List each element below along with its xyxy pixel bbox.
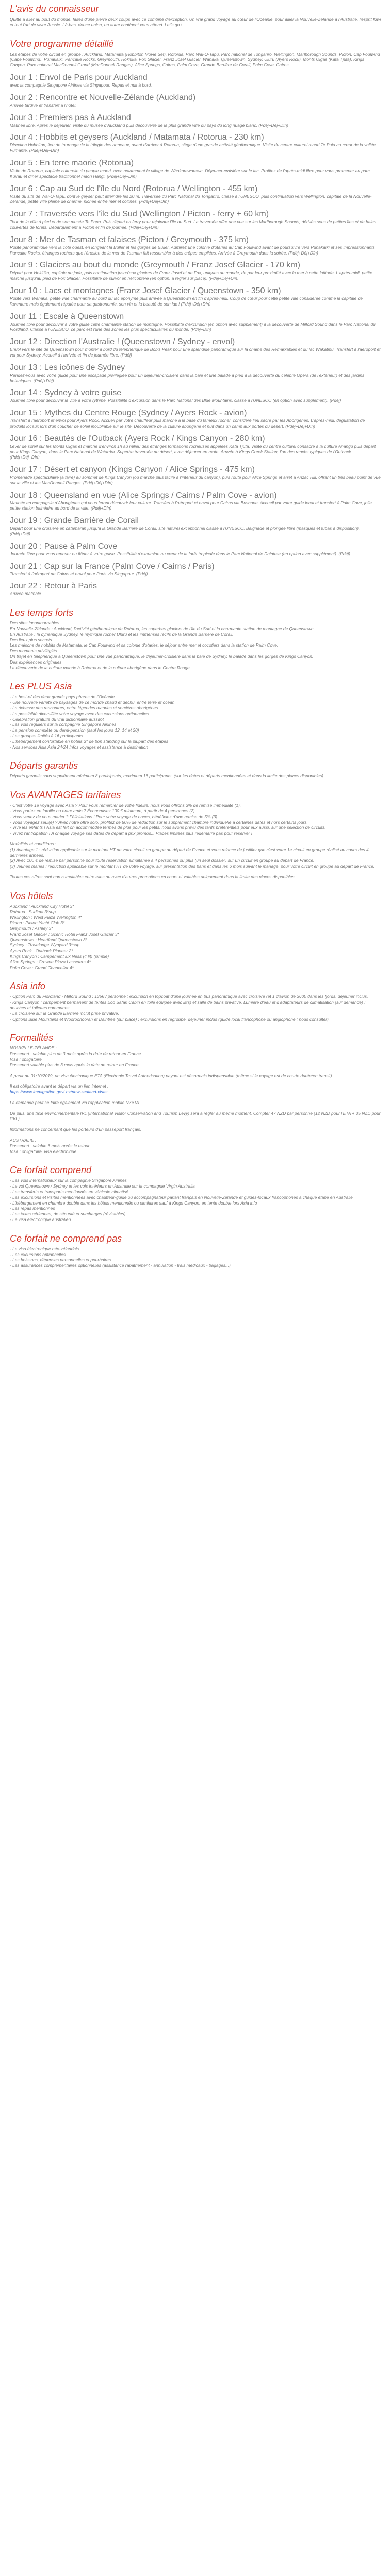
intro-paragraph: Quitte à aller au bout du monde, faites d'une pierre deux coups avec ce combiné d'exception. Un vrai grand voyage au cœur de l'Océanie, pour allier la Nouvelle-Zélande à l'Australie, l'esprit Kiwi et tout l'art de vivre Aussie. Là-bas, douce union, un autre continent vous attend. Let's go ! (10, 16, 381, 27)
forfait-comprend-item: - Les vols internationaux sur la compagnie Singapore Airlines (10, 1178, 127, 1183)
nz-app: La demande peut se faire également via l'application mobile NZeTA. (10, 1099, 140, 1105)
day-description: Matinée libre. Après le déjeuner, visite du musée d'Auckland puis découverte de la plus grande ville du pays du long nuage blanc. (Pdéj+Déj+Dîn) (10, 122, 288, 128)
avantage-line: - Vous partez en famille ou entre amis ? Économisez 100 € minimum, à partir de 4 personnes (2). (10, 808, 196, 814)
modalites-text: (1) Avantage 1 : réduction applicable sur le montant HT de votre circuit en groupe au départ de France et vous relance de justifier que c'est votre 1e circuit en groupe réalisé au cours des 4 dernières années. (2) Avec 100 € de remise par personne pour toute réservation simultanée à 4 personnes ou plus (un seul dossier) sur un circuit en groupe au départ de France. (3) Jeunes mariés : réduction applicable sur le montant HT de votre voyage, sur présentation des bans et dans les 6 mois suivant le mariage, pour votre circuit en groupe au départ de France. (10, 846, 375, 869)
plus-asia-item: - Les vols réguliers sur la compagnie Singapore Airlines (10, 722, 117, 727)
day-title: Jour 22 : Retour à Paris (10, 582, 97, 591)
hotel-item: Picton : Picton Yacht Club 3* (10, 920, 65, 926)
nz-eta: A partir du 01/10/2019, un visa électronique ETA (Electronic Travel Authorisation) payant est désormais indispensable (même si le voyage est de courte durée/en transit). (10, 1073, 333, 1078)
day-title: Jour 20 : Pause à Palm Cove (10, 541, 118, 551)
day-block (10, 562, 381, 577)
forfait-comprend-item: - Le vol Queenstown / Sydney et les vols intérieurs en Australie sur la compagnie Virgin Australia (10, 1183, 195, 1189)
departs-text: Départs garantis sans supplément minimum 8 participants, maximum 16 participants. (sur les dates et départs mentionnées et dans la limite des places disponibles) (10, 773, 323, 779)
day-description: Route panoramique vers la côte ouest, en longeant la Buller et les gorges de Buller. Admirez une colonie d'otaries au Cap Foulwind avant de poursuivre vers Punakaiki et ses impressionnants Pancake Rocks, étranges rochers que l'érosion de la mer de Tasman fait ressembler à des crêpes empilées. Arrivée à Greymouth dans la soirée. (Pdéj+Déj+Dîn) (10, 244, 375, 256)
day-title: Jour 12 : Direction l'Australie ! (Queenstown / Sydney - envol) (10, 337, 235, 347)
day-description: Visite de Rotorua, capitale culturelle du peuple maori, avec notamment le village de Whakarewarewa. Déjeuner-croisière sur le lac. Profitez de l'après-midi libre pour vous promener au parc Kuirau et dîner spectacle traditionnel maori Hangi. (Pdéj+Déj+Dîn) (10, 167, 370, 179)
forfait-pas-item: - Les excursions optionnelles (10, 1251, 66, 1257)
temps-forts-line: Un trajet en téléphérique à Queenstown pour une vue panoramique, le déjeuner-croisière dans la baie de Sydney, le balade dans les gorges de Kings Canyon. (10, 654, 314, 659)
day-block (10, 133, 381, 154)
day-description: Rendez-vous avec votre guide pour une escapade privilégiée pour un déjeuner-croisière dans la baie et une balade à pied à la découverte du célèbre Opéra (de l'extérieur) et des jardins botaniques. (Pdéj+Déj) (10, 372, 365, 383)
au-title: AUSTRALIE : (10, 1138, 37, 1143)
forfait-pas-title: Ce forfait ne comprend pas (10, 1233, 122, 1244)
hotel-item: Auckland : Auckland City Hotel 3* (10, 903, 74, 909)
day-title: Jour 17 : Désert et canyon (Kings Canyon / Alice Springs - 475 km) (10, 465, 255, 474)
programme-title: Votre programme détaillé (10, 38, 114, 49)
day-description: avec la compagnie Singapore Airlines via Singapour. Repas et nuit à bord. (10, 82, 152, 88)
hotel-item: Kings Canyon : Campement lux Ness (4 lit) (simple) (10, 953, 109, 959)
nz-line: Visa : obligatoire. (10, 1056, 43, 1062)
modalites-title: Modalités et conditions : (10, 841, 56, 846)
hotel-item: Wellington : West Plaza Wellington 4* (10, 914, 82, 920)
hotel-item: Rotorua : Sudima 3*sup (10, 909, 56, 914)
day-title: Jour 5 : En terre maorie (Rotorua) (10, 158, 134, 167)
plus-asia-item: - Le best-of des deux grands pays phares de l'Océanie (10, 694, 115, 700)
plus-asia-item: - La pension complète ou demi-pension (sauf les jours 12, 14 et 20) (10, 727, 139, 733)
avantages-footer: Toutes ces offres sont non cumulables entre elles ou avec d'autres promotions en cours et valables uniquement dans la limite des places disponibles. (10, 874, 296, 879)
avantage-line: - Vivez l'anticipation ! A chaque voyage ses dates de départ à prix promos... Places limitées plus redémarré pas pour réserver ! (10, 831, 253, 836)
hotel-item: Queenstown : Heartland Queenstown 3* (10, 937, 87, 942)
day-block (10, 516, 381, 537)
plus-asia-item: - Les groupes limités à 16 participants (10, 733, 83, 739)
avantage-line: - C'est votre 1e voyage avec Asia ? Pour vous remercier de votre fidélité, nous vous offrons 3% de remise immédiate (1). (10, 803, 241, 808)
day-title: Jour 3 : Premiers pas à Auckland (10, 113, 131, 122)
day-description: Envol vers le site de Queenstown pour monter à bord du téléphérique de Bob's Peak pour une splendide panoramique sur la chaîne des Remarkables et du lac Wakatipu. Transfert à l'aéroport et vol pour Sydney. Accueil à l'arrivée et fin de journée libre. (Pdéj) (10, 347, 381, 358)
temps-forts-line: Les maisons de hobbits de Matamata, le Cap Foulwind et sa colonie d'otaries, le séjour entre mer et cocotiers dans la station de Palm Cove. (10, 642, 279, 648)
avantage-line: - Vous venez de vous marier ? Félicitations ! Pour votre voyage de noces, bénéficiez d'une remise de 5% (3). (10, 814, 219, 819)
temps-forts-list (10, 620, 381, 670)
forfait-pas-item: - Le visa électronique néo-zélandais (10, 1246, 79, 1251)
asia-info-line: - Option Parc du Fiordland - Milford Sound : 135€ / personne : excursion en topcoat d'une journée en bus panoramique avec croisière (et 1 d'avion de 3600 dans les fjords, déjeuner inclus. (10, 994, 368, 999)
day-block (10, 210, 381, 230)
day-block (10, 93, 381, 108)
day-block (10, 465, 381, 486)
avantage-line: - Vive les enfants ! Asia est fait on accommodée termés de plus pour les petits, nous avons prévu des tarifs préférentiels pour eux aussi, sur une sélection de circuits. (10, 825, 326, 831)
formalites-title: Formalités (10, 1032, 54, 1043)
asia-info-line: - La croisière sur la Grande Barrière inclut prise privative. (10, 1010, 119, 1016)
plus-asia-item: - L'hébergement confortable en hôtels 3* de bon standing sur la plupart des étapes (10, 738, 169, 744)
day-description: Visite du site de Wai-O-Tapu, dont le geyser peut atteindre les 20 m. Traversée du Parc National du Tongariro, classé à l'UNESCO, puis continuation vers Wellington, capitale de la Nouvelle-Zélande, petite ville pleine de charme, nichée entre mer et collines. (Pdéj+Déj+Dîn) (10, 193, 372, 205)
programme-intro: Les étapes de votre circuit en groupe : Auckland, Matamata (Hobbiton Movie Set), Rotorua, Parc Wai-O-Tapu, Parc national de Tongariro, Wellington, Marlborough Sounds, Picton, Cap Foulwind (Cape Foulwind), Punakaiki, Pancake Rocks, Greymouth, Hokitika, Fox Glacier, Franz Josef Glacier, Wanaka, Queenstown, Sydney, Uluru (Ayers Rock), Monts Olgas (Kata Tjuta), Kings Canyon, Parc national MacDonnell Grand (MacDonnell Ranges), Alice Springs, Cairns, Palm Cove, Grande Barrière de Corail, Palm Cove, Cairns (10, 51, 380, 68)
day-block (10, 337, 381, 358)
plus-asia-item: - La richesse des rencontres, entre légendes maories et sorcières aborigènes (10, 705, 158, 711)
day-title: Jour 9 : Glaciers au bout du monde (Greymouth / Franz Josef Glacier - 170 km) (10, 261, 300, 270)
departs-title: Départs garantis (10, 760, 78, 771)
forfait-comprend-title: Ce forfait comprend (10, 1165, 92, 1176)
day-title: Jour 8 : Mer de Tasman et falaises (Picton / Greymouth - 375 km) (10, 235, 249, 244)
day-description: Lever de soleil sur les Monts Olgas et marche d'environ 1h au milieu des étranges formations rocheuses appelées Kata Tjuta. Visite du centre culturel consacré à la culture Anangu puis départ pour Kings Canyon, dans le Parc National de Watarrka. Superbe traversée du désert, avec déjeuner en route. Arrivée à Kings Creek Station, l'un des ranchs typiques de l'Outback. (Pdéj+Déj+Dîn) (10, 443, 376, 460)
day-description: Transfert à l'aéroport et envol pour Ayers Rock. Accueil par votre chauffeur puis marche à la base du fameux rocher, considéré lieu sacré par les Aborigènes. L'après-midi, dégustation de produits locaux lors d'un coucher de soleil inoubliable sur le site. Découverte de la culture aborigène et nuit dans un camp aux portes du désert. (Pdéj+Déj+Dîn) (10, 418, 365, 429)
forfait-comprend-item: - Les taxes aériennes, de sécurité et surcharges (révisables) (10, 1211, 126, 1217)
day-description: Tour de la ville à pied et de son musée Te Papa. Puis départ en ferry pour rejoindre l'île du Sud. La traversée offre une vue sur les Marlborough Sounds, dérivés sous de petites îles et de baies couvertes de forêts. Débarquement à Picton et fin de journée. (Pdéj+Déj+Dîn) (10, 219, 377, 230)
day-description: Transfert à l'aéroport de Cairns et envol pour Paris via Singapour. (Pdéj) (10, 571, 148, 577)
temps-forts-title: Les temps forts (10, 607, 74, 618)
hotels-title: Vos hôtels (10, 890, 53, 901)
hotel-item: Ayers Rock : Outback Pioneer 2* (10, 948, 73, 954)
temps-forts-line: Des expériences originales (10, 659, 62, 665)
asia-info-line: - Kings Canyon : campement permanent de tentes Eco Safari Cabin en toile équipée avec lit(s) et salle de bains privative. Lumière d'eau et d'adaptateurs de climatisation (sur demande) ; douches et toilettes communes. (10, 999, 366, 1010)
day-block (10, 542, 381, 557)
day-block (10, 363, 381, 384)
day-description: Matinée en compagnie d'Aborigènes qui vous feront découvrir leur culture. Transfert à l'aéroport et envol pour Cairns via Brisbane. Accueil par votre guide local et transfert à Palm Cove, jolie petite station balnéaire au bord de la ville. (Pdéj+Dîn) (10, 500, 372, 511)
nz-eta2: Il est obligatoire avant le départ via un lien internet : (10, 1083, 109, 1089)
day-title: Jour 13 : Les icônes de Sydney (10, 363, 125, 372)
temps-forts-line: En Nouvelle-Zélande : Auckland, l'activité géothermique de Rotorua, les superbes glaciers de l'île du Sud et la charmante station de montagne de Queenstown. (10, 626, 315, 632)
forfait-pas-item: - Les boissons, dépenses personnelles et pourboires (10, 1257, 111, 1263)
plus-asia-item: - Une nouvelle variété de paysages de ce monde chaud et déchu, entre terre et océan (10, 700, 175, 705)
day-description: Arrivée matinale. (10, 591, 42, 597)
plus-asia-title: Les PLUS Asia (10, 681, 72, 692)
day-block (10, 261, 381, 281)
day-title: Jour 18 : Queensland en vue (Alice Springs / Cairns / Palm Cove - avion) (10, 490, 277, 500)
day-block (10, 184, 381, 205)
day-block (10, 312, 381, 333)
day-description: Arrivée tardive et transfert à l'hôtel. (10, 102, 77, 108)
asia-info-list (10, 994, 381, 1022)
forfait-comprend-list (10, 1178, 381, 1222)
hotel-item: Alice Springs : Crowne Plaza Lasseters 4* (10, 959, 91, 964)
day-description: Direction Hobbiton, lieu de tournage de la trilogie des anneaux, avant d'arriver à Rotorua, siège d'une grande activité géothermique. Visite du centre culturel maori Te Puia au cœur de la vallée Fumante. (Pdéj+Déj+Dîn) (10, 142, 376, 154)
forfait-comprend-item: - Les excursions et visites mentionnées avec chauffeur-guide ou accompagnateur parlant français en Nouvelle-Zélande et guides-locaux francophones à chaque étape en Australie (10, 1194, 353, 1200)
forfait-comprend-item: - Les transferts et transports mentionnés en véhicule climatisé (10, 1189, 128, 1195)
day-title: Jour 4 : Hobbits et geysers (Auckland / Matamata / Rotorua - 230 km) (10, 133, 264, 142)
temps-forts-line: La découverte de la culture maorie à Rotorua et de la culture aborigène dans le Centre Rouge. (10, 665, 191, 670)
day-description: Journée libre pour découvrir la ville à votre rythme. Possibilité d'excursion dans le Parc National des Blue Mountains, classé à l'UNESCO (en option avec supplément). (Pdéj) (10, 398, 341, 403)
nz-lines (10, 1051, 381, 1067)
hotel-item: Greymouth : Ashley 3* (10, 925, 53, 931)
au-lines (10, 1143, 381, 1155)
immigration-link[interactable]: https://www.immigration.govt.nz/new-zealand-visas (10, 1089, 108, 1095)
plus-asia-item: - Célébration gratuite du vrai dictionnaire aussitôt (10, 716, 104, 722)
page-content (10, 0, 381, 1268)
forfait-pas-item: - Les assurances complémentaires optionnelles (assistance rapatriement - annulation - frais médicaux - bagages...) (10, 1263, 231, 1268)
day-title: Jour 1 : Envol de Paris pour Auckland (10, 73, 148, 82)
day-block (10, 388, 381, 403)
day-description: Journée libre pour vous reposer ou flâner à votre guise. Possibilité d'excursion au cœur de la forêt tropicale dans le Parc National de Daintree (en option avec supplément). (Pdéj) (10, 551, 350, 556)
day-title: Jour 21 : Cap sur la France (Palm Cove / Cairns / Paris) (10, 562, 215, 571)
forfait-pas-list (10, 1246, 381, 1268)
hotel-item: Sydney : Travelodge Wynyard 3*sup (10, 942, 80, 948)
asia-info-title: Asia info (10, 981, 46, 992)
day-title: Jour 14 : Sydney à votre guise (10, 388, 122, 398)
hotel-item: Palm Cove : Grand Chancellor 4* (10, 964, 74, 970)
day-block (10, 113, 381, 128)
temps-forts-line: Des lieux plus secrets (10, 637, 52, 642)
nz-info: Informations ne concernant que les porteurs d'un passeport français. (10, 1127, 141, 1132)
day-description: Route vers Wanaka, petite ville charmante au bord du lac éponyme puis arrivée à Queenstown en fin d'après-midi. Coup de cœur pour cette petite ville considérée comme la capitale de l'aventure mais également réputée pour sa gastronomie, son vin et la beauté de son lac ! (Pdéj+Déj+Dîn) (10, 295, 363, 307)
day-title: Jour 11 : Escale à Queenstown (10, 312, 124, 321)
day-title: Jour 16 : Beautés de l'Outback (Ayers Rock / Kings Canyon - 280 km) (10, 434, 265, 443)
avantages-list (10, 803, 381, 836)
day-description: Départ pour Hokitika, capitale du jade, puis continuation jusqu'aux glaciers de Franz Josef et de Fox, uniques au monde, de par leur proximité avec la mer à cette latitude. L'après-midi, petite marche jusqu'au pied de Fox Glacier. Possibilité de survol en hélicoptère (en option, à régler sur place). (Pdéj+Déj+Dîn) (10, 270, 372, 281)
hotel-item: Franz Josef Glacier : Scenic Hotel Franz Josef Glacier 3* (10, 931, 119, 937)
plus-asia-item: - Nos services Asia Asia 24/24 Infos voyages et assistance à destination (10, 744, 148, 750)
avantage-line: - Vous voyagez seul(e) ? Avec notre offre solo, profitez de 50% de réduction sur le supplément chambre individuelle à certaines dates et hors certains jours. (10, 819, 308, 825)
day-title: Jour 7 : Traversée vers l'île du Sud (Wellington / Picton - ferry + 60 km) (10, 210, 269, 219)
day-block (10, 491, 381, 512)
nz-fee: De plus, une taxe environnementale IVL (International Visitor Conservation and Tourism Levy) sera à régler au même moment. Compter 47 NZD par personne (12 NZD pour l'ETA + 35 NZD pour l'IVL). (10, 1110, 381, 1122)
nz-line: Passeport valable plus de 3 mois après la date de retour en France. (10, 1062, 140, 1067)
day-title: Jour 19 : Grande Barrière de Corail (10, 516, 139, 526)
day-title: Jour 15 : Mythes du Centre Rouge (Sydney / Ayers Rock - avion) (10, 409, 247, 418)
day-block (10, 582, 381, 597)
temps-forts-line: Des moments privilégiés (10, 648, 57, 654)
day-block (10, 235, 381, 256)
day-title: Jour 2 : Rencontre et Nouvelle-Zélande (Auckland) (10, 93, 196, 102)
hotels-list (10, 904, 381, 971)
forfait-comprend-item: - Les repas mentionnés (10, 1206, 55, 1211)
plus-asia-list (10, 694, 381, 750)
day-title: Jour 10 : Lacs et montagnes (Franz Josef Glacier / Queenstown - 350 km) (10, 286, 281, 295)
day-title: Jour 6 : Cap au Sud de l'île du Nord (Rotorua / Wellington - 455 km) (10, 184, 258, 193)
au-line: Visa : obligatoire, visa électronique. (10, 1148, 78, 1154)
day-block (10, 286, 381, 307)
day-description: Journée libre pour découvrir à votre guise cette charmante station de montagne. Possibilité d'excursion (en option avec supplément) à la découverte de Milford Sound dans le Parc National du Fiordland. Classé à l'UNESCO, ce parc est l'une des zones les plus spectaculaires du monde. (Pdéj+Dîn) (10, 321, 376, 332)
nz-line: Passeport : valable plus de 3 mois après la date de retour en France. (10, 1051, 142, 1057)
forfait-comprend-item: - L'hébergement en chambre double dans les hôtels mentionnés ou similaires sauf à Kings Canyon, en tente double lors Asia info (10, 1200, 257, 1206)
temps-forts-line: En Australie : la dynamique Sydney, le mythique rocher Uluru et les immenses récifs de la Grande Barrière de Corail. (10, 631, 234, 637)
avantages-title: Vos AVANTAGES tarifaires (10, 790, 121, 801)
asia-info-line: - Options Blue Mountains et Wooroonooran et Daintree (sur place) : excursions en regroupé, déjeuner inclus (guide local francophone ou anglophone : nous consulter). (10, 1016, 330, 1022)
forfait-comprend-item: - Le visa électronique australien. (10, 1217, 72, 1223)
plus-asia-item: - La possibilité diversifiée votre voyage avec des excursions optionnelles (10, 710, 149, 716)
day-block (10, 73, 381, 88)
day-block (10, 434, 381, 460)
day-description: Départ pour une croisière en catamaran jusqu'à la Grande Barrière de Corail, site naturel exceptionnel classé à l'UNESCO. Baignade et plongée libre (masques et tubas à disposition). (Pdéj+Déj) (10, 526, 360, 537)
au-line: Passeport : valable 6 mois après le retour. (10, 1143, 91, 1148)
day-block (10, 159, 381, 179)
page-title: L'avis du connaisseur (10, 4, 99, 14)
temps-forts-line: Des sites incontournables (10, 620, 59, 626)
itinerary-days (10, 73, 381, 597)
nz-title: NOUVELLE-ZÉLANDE : (10, 1045, 57, 1051)
day-description: Promenade spectaculaire (à faire) au sommet de Kings Canyon (ou marche plus facile à l'intérieur du canyon), puis route pour Alice Springs et arrêt à Anzac Hill, offrant un très beau point de vue sur la ville et les MacDonnell Ranges. (Pdéj+Déj+Dîn) (10, 474, 381, 485)
day-block (10, 409, 381, 429)
